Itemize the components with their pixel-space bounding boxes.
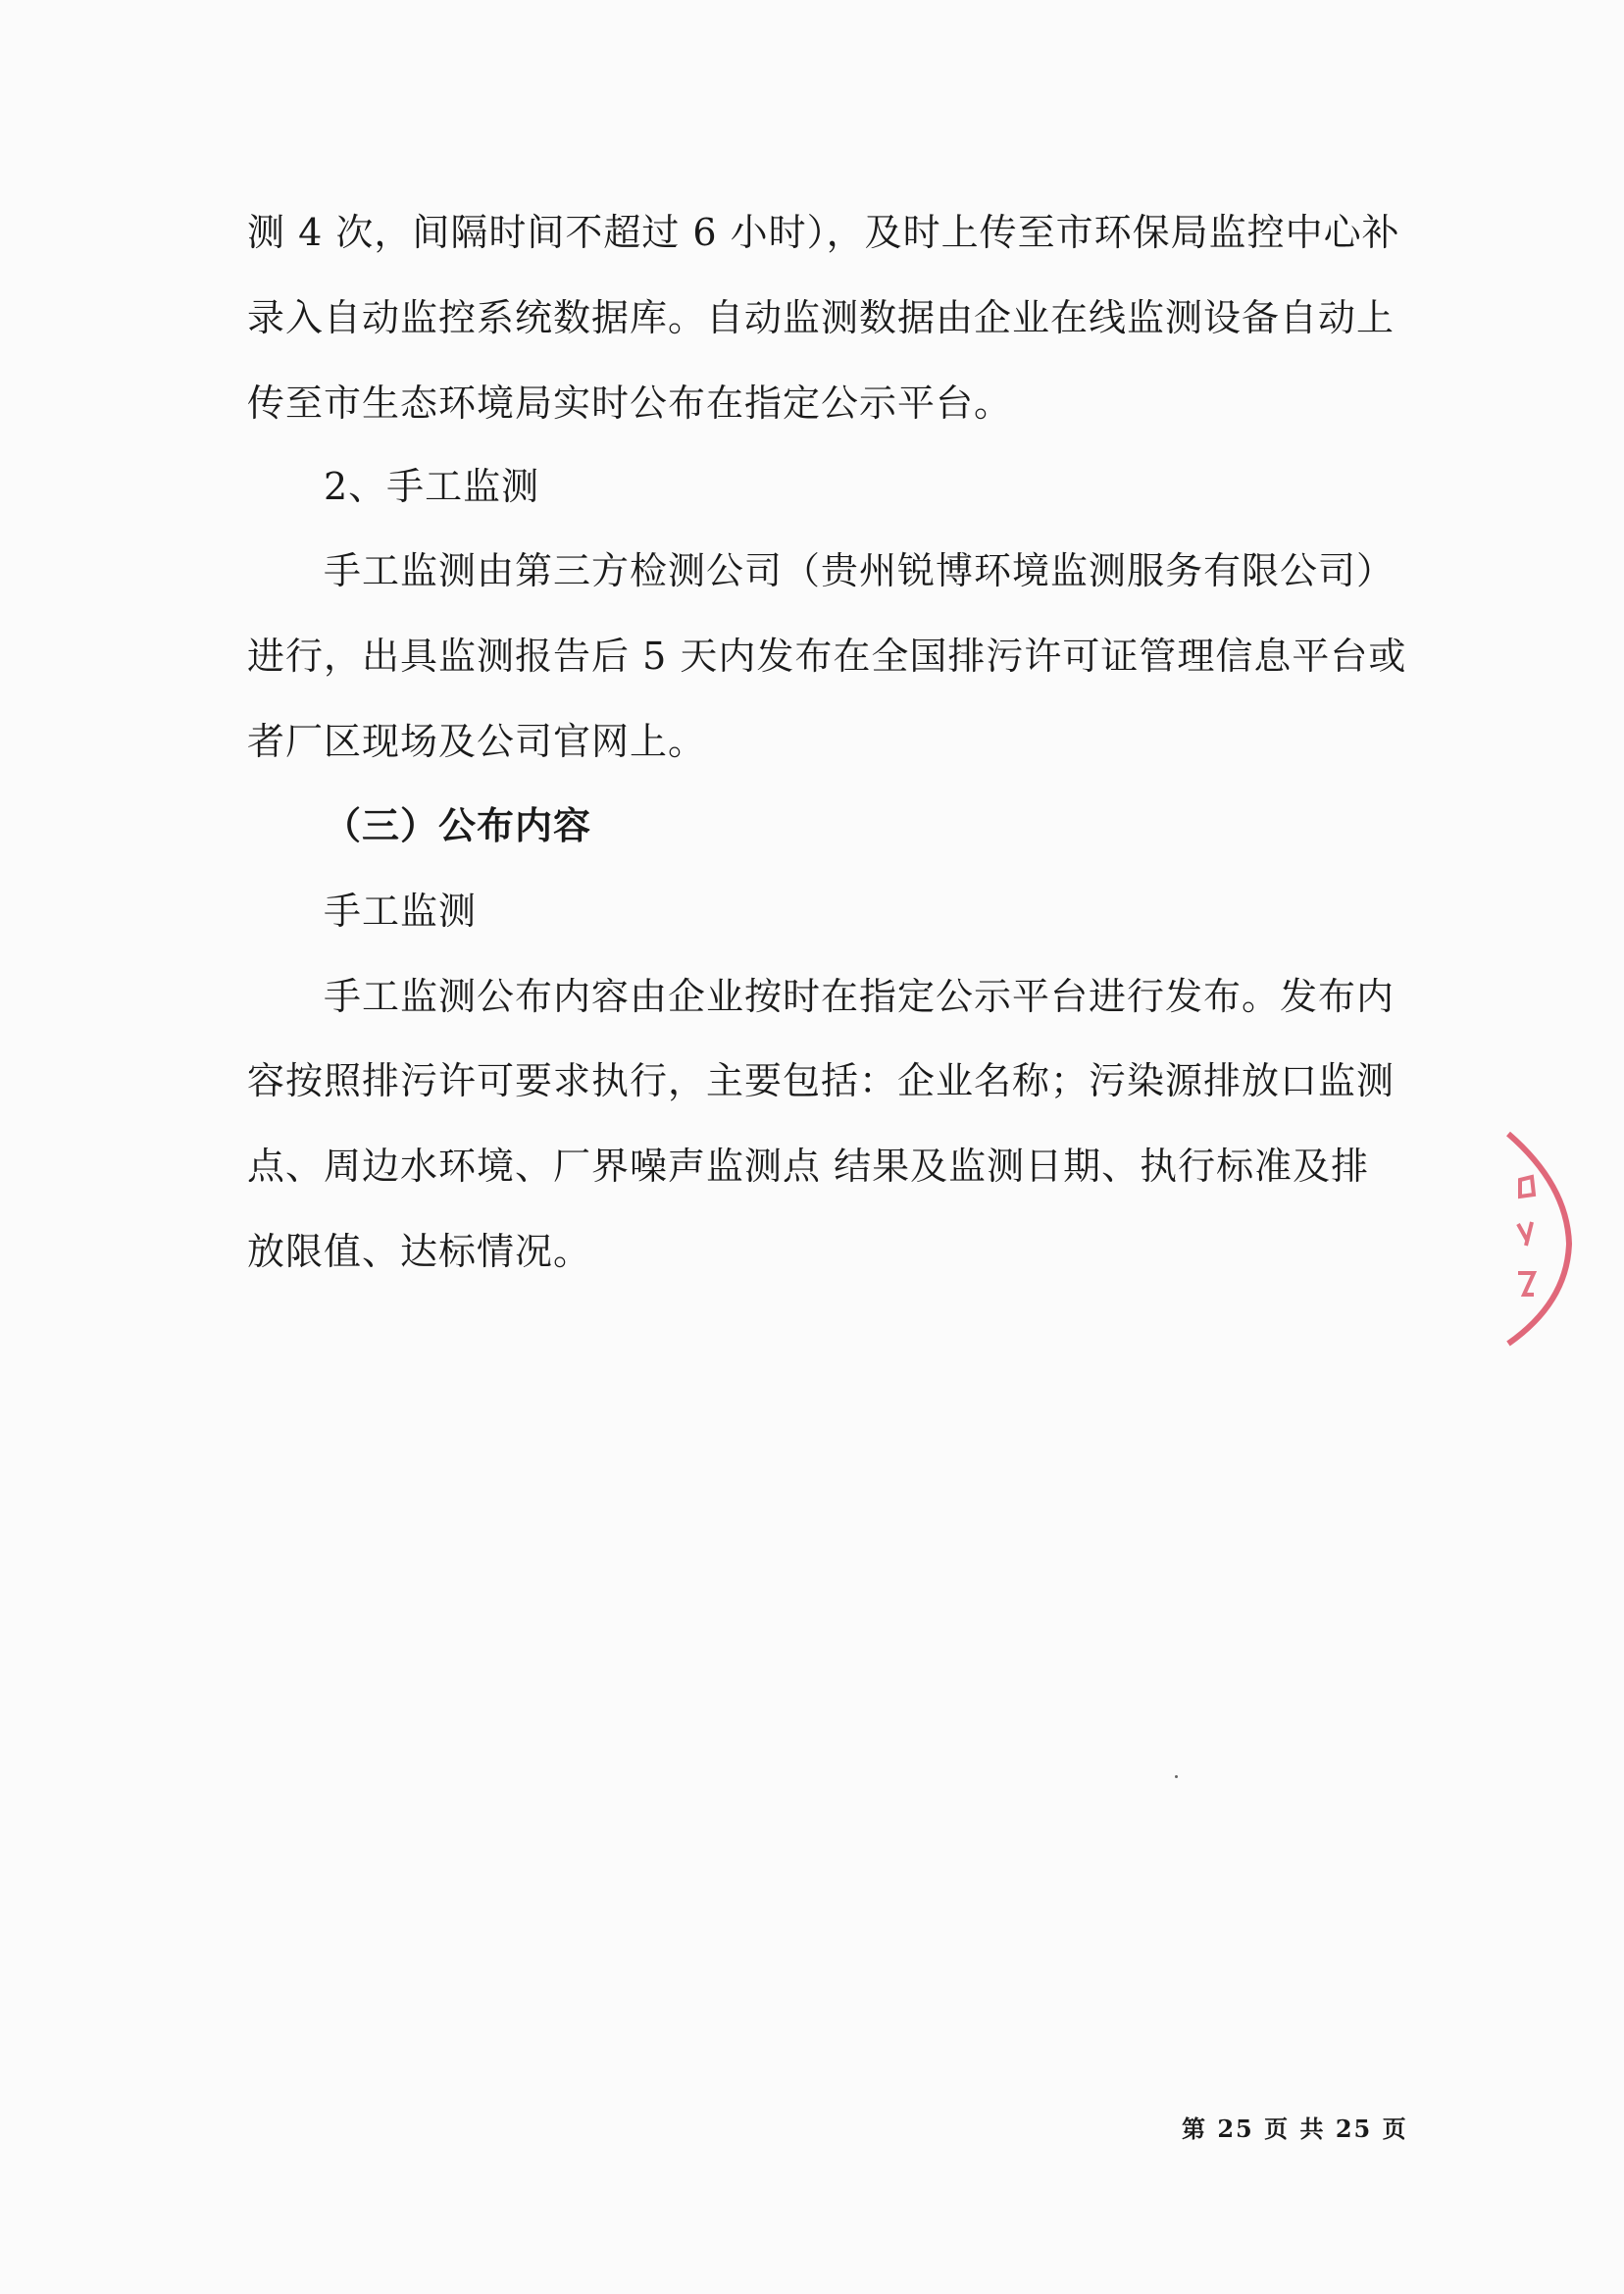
text-line-11: 容按照排污许可要求执行，主要包括：企业名称；污染源排放口监测 [247, 1059, 1396, 1102]
text-line-2: 录入自动监控系统数据库。自动监测数据由企业在线监测设备自动上 [247, 296, 1396, 339]
text-line-7: 者厂区现场及公司官网上。 [247, 720, 707, 763]
text-line-5: 手工监测由第三方检测公司（贵州锐博环境监测服务有限公司） [324, 549, 1396, 592]
page-number-footer: 第 25 页 共 25 页 [1182, 2115, 1408, 2143]
text-line-13: 放限值、达标情况。 [247, 1230, 592, 1273]
text-line-1: 测 4 次，间隔时间不超过 6 小时），及时上传至市环保局监控中心补 [247, 211, 1400, 254]
text-line-10: 手工监测公布内容由企业按时在指定公示平台进行发布。发布内 [324, 975, 1396, 1018]
text-line-12: 点、周边水环境、厂界噪声监测点 结果及监测日期、执行标准及排 [247, 1145, 1370, 1188]
subheading-manual: 手工监测 [324, 890, 478, 933]
scan-speck [1175, 1775, 1178, 1778]
subheading-manual-monitoring: 2、手工监测 [324, 465, 540, 508]
text-line-3: 传至市生态环境局实时公布在指定公示平台。 [247, 382, 1013, 425]
section-heading-publish-content: （三）公布内容 [324, 803, 592, 847]
text-line-6: 进行，出具监测报告后 5 天内发布在全国排污许可证管理信息平台或 [247, 635, 1407, 678]
seal-stamp-fragment [1498, 1126, 1577, 1351]
